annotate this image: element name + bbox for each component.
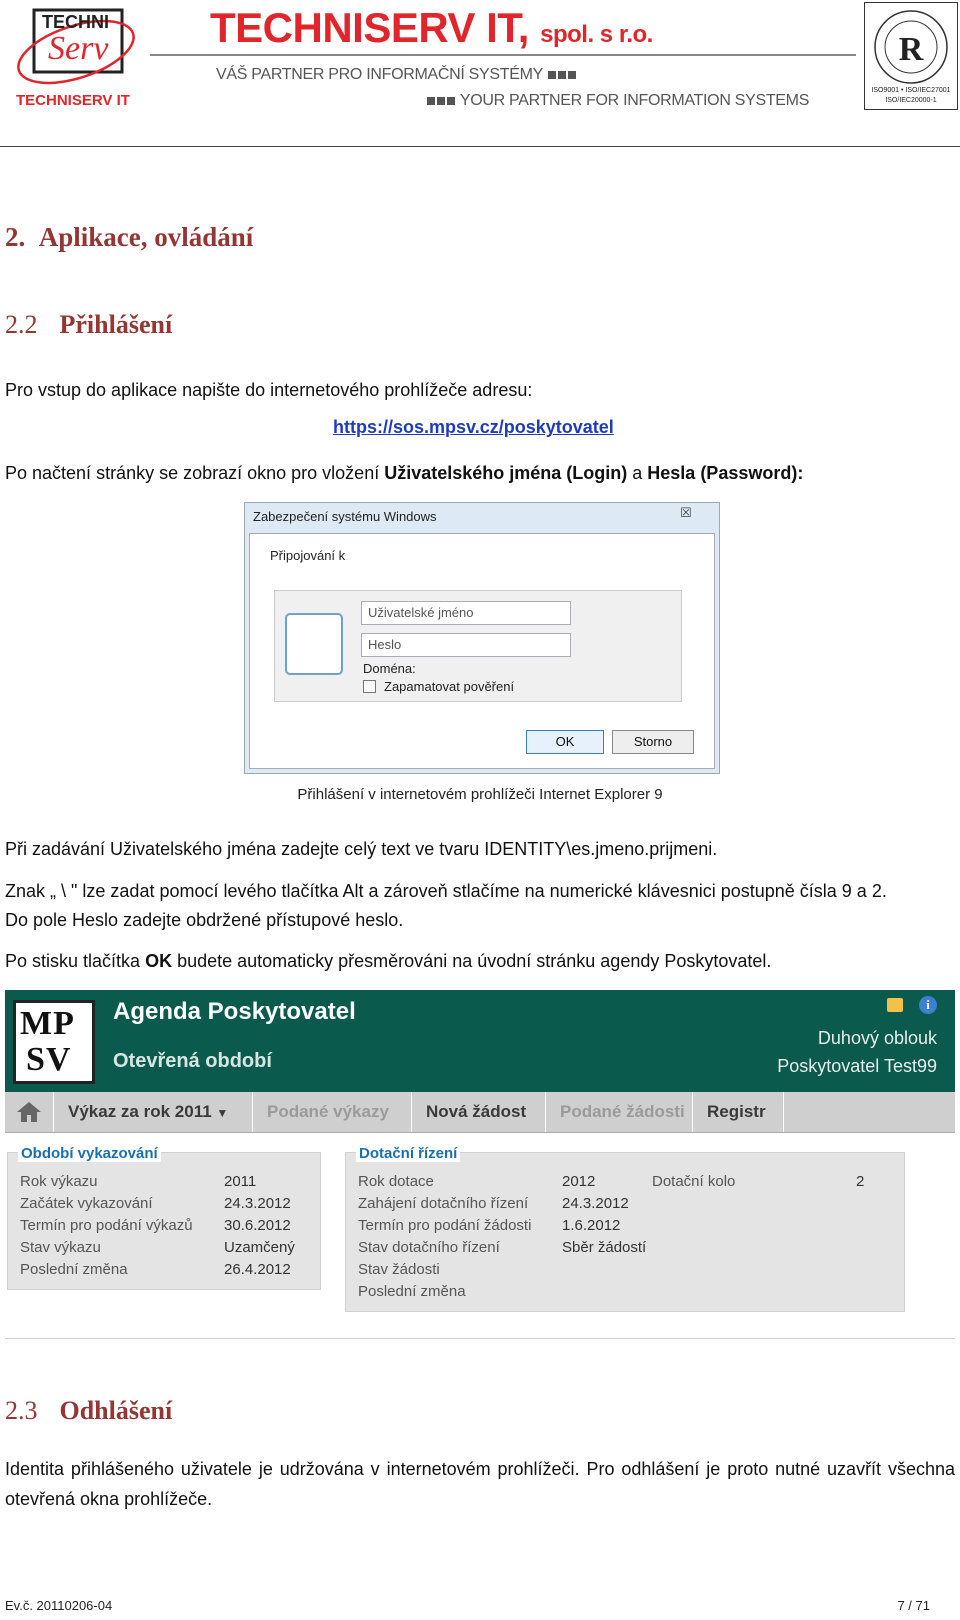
connecting-label: Připojování k [270,548,346,563]
certification-badge [864,2,958,110]
row-value: 1.6.2012 [562,1217,621,1234]
bold-username: Uživatelského jména (Login) [384,463,628,483]
document-number: Ev.č. 20110206-04 [5,1598,113,1613]
domain-label: Doména: [363,661,416,676]
square-bullet-icon [447,97,455,105]
nav-registry[interactable]: Registr [693,1092,784,1132]
remember-checkbox[interactable] [363,680,376,693]
ok-button[interactable]: OK [526,730,604,754]
row-value: 24.3.2012 [224,1195,291,1212]
logo-mp: MP [20,1005,75,1042]
paragraph-username-format: Při zadávání Uživatelského jména zadejte celý text ve tvaru IDENTITY\es.jmeno.prijmeni. [5,839,718,859]
paragraph-login-window [5,458,955,488]
row-label: Poslední změna [20,1261,128,1278]
paragraph-password: Do pole Heslo zadejte obdržené přístupové heslo. [5,910,404,930]
header-separator [0,146,960,147]
section-title: Aplikace, ovládání [38,222,254,252]
tagline-cz-text: VÁŠ PARTNER PRO INFORMAČNÍ SYSTÉMY [216,66,543,83]
dialog-body [249,533,715,769]
chevron-down-icon: ▼ [216,1106,229,1120]
row-label: Stav žádosti [358,1261,440,1278]
cert-seal-icon [865,3,957,93]
row-label: Stav výkazu [20,1239,101,1256]
box-title: Období vykazování [18,1145,161,1162]
app-header [5,990,955,1092]
paragraph-logout: Identita přihlášeného uživatele je udržována v internetovém prohlížeči. Pro odhlášení je proto nutné uzavřít všechna otevřená okna prohlížeče. [5,1459,955,1509]
square-bullet-icon [548,71,556,79]
row-label: Rok výkazu [20,1173,98,1190]
subsection-number: 2.2 [5,310,38,339]
nav-label: Výkaz za rok 2011 [68,1102,212,1121]
tagline-cz [216,66,577,84]
text-segment: a [627,463,648,483]
subsection-title: Odhlášení [59,1396,173,1425]
text-segment: Po stisku tlačítka [5,951,146,971]
company-name-main: TECHNISERV IT, [210,4,529,51]
section-heading [5,222,253,253]
app-subtitle: Otevřená období [113,1050,272,1072]
app-screenshot [5,990,955,1326]
dialog-title: Zabezpečení systému Windows [253,509,437,524]
row-label: Rok dotace [358,1173,434,1190]
tagline-en-text: YOUR PARTNER FOR INFORMATION SYSTEMS [459,92,810,109]
credential-panel [274,590,682,702]
row-value: 2011 [224,1173,257,1190]
subsection-heading-login [5,310,172,340]
info-icon[interactable]: i [919,996,937,1014]
row-label: Termín pro podání žádosti [358,1217,532,1234]
row-value: Sběr žádostí [562,1239,647,1256]
row-label: Stav dotačního řízení [358,1239,500,1256]
row-value: Uzamčený [224,1239,295,1256]
password-input[interactable]: Heslo [361,633,571,657]
app-nav-bar [5,1092,955,1133]
section-number: 2. [5,222,26,252]
user-avatar-icon [285,613,343,675]
row-value: 30.6.2012 [224,1217,291,1234]
company-logo [12,6,144,110]
square-bullet-icon [568,71,576,79]
remember-label: Zapamatovat pověření [384,679,515,694]
folder-icon[interactable] [887,998,903,1012]
nav-report-2011[interactable] [54,1092,253,1132]
text-segment: budete automaticky přesměrováni na úvodní stránku agendy Poskytovatel. [172,951,772,971]
organization-name: Duhový oblouk [817,1028,937,1048]
row-value: 2012 [562,1173,596,1190]
logo-top-text: TECHNI [42,12,109,32]
subsidy-proceedings-box [345,1145,905,1312]
row-label: Termín pro podání výkazů [20,1217,193,1234]
close-icon[interactable]: ☒ [680,505,692,520]
app-url-link[interactable]: https://sos.mpsv.cz/poskytovatel [333,417,614,437]
box-title: Dotační řízení [356,1145,460,1162]
nav-new-request[interactable]: Nová žádost [412,1092,546,1132]
cancel-button[interactable]: Storno [612,730,694,754]
square-bullet-icon [558,71,566,79]
paragraph-backslash: Znak „ \ " lze zadat pomocí levého tlačítka Alt a zároveň stlačíme na numerické klávesnici postupně čísla 9 a 2. [5,881,887,901]
paragraph-intro: Pro vstup do aplikace napište do internetového prohlížeče adresu: [5,380,533,400]
user-name: Poskytovatel Test99 [777,1056,937,1076]
header-rule [150,54,856,56]
row-label: Poslední změna [358,1283,466,1300]
row-label: Začátek vykazování [20,1195,153,1212]
remember-credentials[interactable] [363,679,514,694]
bold-ok: OK [145,951,173,971]
cert-line2: ISO/IEC20000-1 [885,97,937,104]
row-label: Zahájení dotačního řízení [358,1195,529,1212]
tagline-en [426,92,809,110]
mpsv-logo [13,1000,95,1084]
figure-caption: Přihlášení v internetovém prohlížeči Internet Explorer 9 [297,786,663,803]
cert-line1: ISO9001 • ISO/IEC27001 [871,87,951,94]
nav-submitted-requests[interactable]: Podané žádosti [546,1092,693,1132]
home-icon[interactable] [5,1092,54,1132]
nav-submitted-reports[interactable]: Podané výkazy [253,1092,412,1132]
logo-script-text: Serv [48,30,109,67]
section-separator [5,1338,955,1339]
subsection-title: Přihlášení [59,310,173,339]
company-name [210,4,653,52]
text-segment: Po načtení stránky se zobrazí okno pro vložení [5,463,385,483]
row-value-subsidy-round: 2 [856,1173,865,1190]
row-label-subsidy-round: Dotační kolo [652,1173,736,1190]
company-name-suffix: spol. s r.o. [540,21,653,48]
username-input[interactable]: Uživatelské jméno [361,601,571,625]
row-value: 26.4.2012 [224,1261,291,1278]
paragraph-ok [5,946,955,976]
logo-sv: SV [26,1041,72,1078]
row-value: 24.3.2012 [562,1195,629,1212]
bold-password: Hesla (Password): [647,463,804,483]
page-number: 7 / 71 [897,1598,930,1613]
subsection-heading-logout [5,1396,172,1426]
square-bullet-icon [427,97,435,105]
logo-bottom-text: TECHNISERV IT [16,92,130,109]
windows-login-dialog [244,502,720,774]
reporting-period-box [7,1145,321,1290]
app-title: Agenda Poskytovatel [113,998,356,1025]
svg-text:R: R [898,31,924,68]
subsection-number: 2.3 [5,1396,38,1425]
square-bullet-icon [437,97,445,105]
